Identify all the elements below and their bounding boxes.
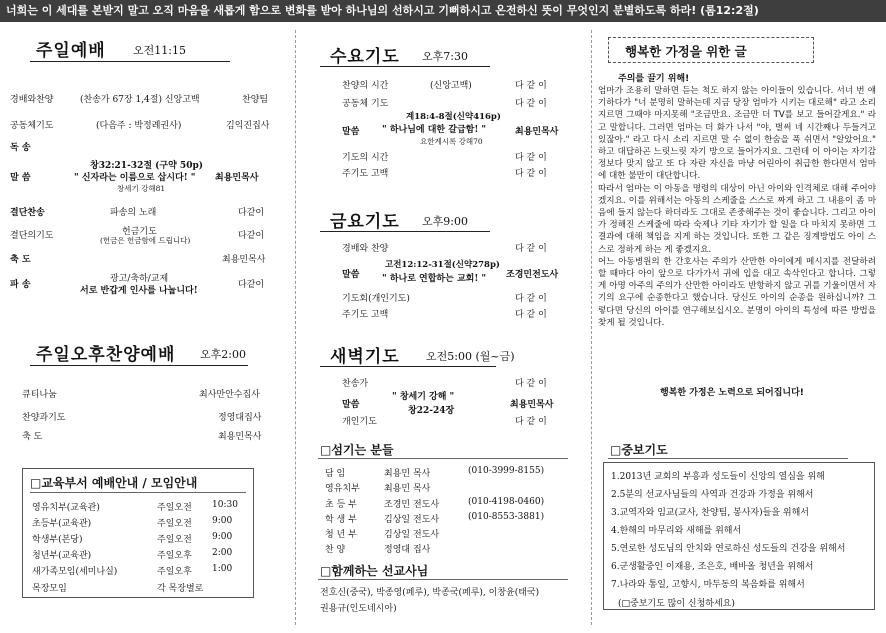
afternoon-row-label: 찬양과기도 bbox=[22, 413, 66, 423]
article-title: 행복한 가정을 위한 글 bbox=[625, 44, 747, 59]
missionaries-line: 전호신(중국), 박종영(페루), 박종국(페루), 이창윤(태국) bbox=[320, 588, 540, 598]
dawn-row-leader: 최용민목사 bbox=[510, 400, 554, 410]
sunday-row-label: 결단찬송 bbox=[10, 208, 45, 218]
education-time: 1:00 bbox=[212, 564, 233, 574]
education-day: 주일오전 bbox=[157, 503, 192, 513]
friday-title-underline bbox=[320, 231, 490, 232]
wednesday-sermon-series: 요한계시록 강해70 bbox=[420, 137, 483, 146]
sunday-time: 오전11:15 bbox=[133, 44, 186, 57]
friday-time: 오후9:00 bbox=[422, 215, 468, 228]
article-paragraph: 엄마가 조용히 말하면 듣는 척도 하지 않는 아이들이 있습니다. 서너 번 얘기하다가 "너 분명히 말하는데 지금 당장 엄마가 시키는 대로해" 라고 소리 지르면 그때야 마지못해 "조금만요. 조금만 더 TV를 보고 들어갈게요." 라고 말합니다. 그러면 엄마는 더 화가 나서 "야, 벌써 네 시간째나 두들겨고 있잖아." 라고 다시 소리 지르면 말 수 없이 한숨을 푹 쉬면서 "알았어요." 하고 대답하곤 느릿느릿 자기 방으로 들어가지요. 그런데 이 아이는 자기감정보다 맞지 않고 또 다 자란 자신을 마냥 어린아이 취급한 한다면서 엄마에 대한 불만이 대단합니다. bbox=[598, 86, 876, 182]
prayer-item: 1.2013년 교회의 부흥과 성도들이 신앙의 열심을 위해 bbox=[611, 472, 825, 482]
education-day: 주일오전 bbox=[157, 519, 192, 529]
dawn-title: 새벽기도 bbox=[330, 347, 400, 367]
wednesday-row-leader: 다 같 이 bbox=[515, 153, 547, 163]
prayer-heading-underline bbox=[608, 458, 848, 459]
afternoon-row-leader: 최사만안수집사 bbox=[199, 390, 260, 400]
article-footer: 행복한 가정은 노력으로 되어집니다! bbox=[660, 388, 804, 398]
sunday-row-label: 독 송 bbox=[10, 143, 31, 153]
missionaries-heading-underline bbox=[318, 579, 568, 580]
wednesday-row-label: 주기도 고백 bbox=[342, 169, 389, 179]
sunday-title-underline bbox=[30, 61, 230, 62]
education-group: 초등부(교육관) bbox=[32, 519, 92, 529]
sunday-offering-prayer: 헌금기도 bbox=[122, 227, 157, 237]
sunday-row-leader: 최용민목사 bbox=[222, 255, 266, 265]
prayer-item: 5.연로한 성도님의 안치와 연로하신 성도들의 건강을 위해서 bbox=[611, 544, 846, 554]
sunday-sermon-title: " 신자라는 이름으로 삽시다! " bbox=[74, 173, 196, 183]
wednesday-sermon-title: " 하나님에 대한 갈급함! " bbox=[382, 125, 487, 135]
education-time: 9:00 bbox=[212, 516, 233, 526]
sunday-row-leader: 김익진집사 bbox=[226, 121, 270, 131]
education-heading-underline bbox=[30, 492, 246, 493]
servant-role: 초 등 부 bbox=[325, 500, 357, 510]
wednesday-row-detail: (신앙고백) bbox=[430, 81, 472, 91]
friday-row-leader: 다 같 이 bbox=[515, 294, 547, 304]
friday-row-label: 경배와 찬양 bbox=[342, 244, 389, 254]
dawn-sermon-title: " 창세기 강해 " bbox=[392, 392, 455, 402]
sunday-row-label: 말 씀 bbox=[10, 173, 31, 183]
missionaries-heading: □함께하는 선교사님 bbox=[320, 564, 429, 578]
education-time: 9:00 bbox=[212, 532, 233, 542]
sunday-row-label: 경배와찬양 bbox=[10, 95, 54, 105]
education-day: 주일오후 bbox=[157, 567, 192, 577]
column-divider-right bbox=[591, 30, 592, 625]
servant-name: 김상일 전도사 bbox=[384, 515, 440, 525]
afternoon-title: 주일오후찬양예배 bbox=[36, 345, 176, 365]
wednesday-time: 오후7:30 bbox=[422, 50, 468, 63]
sunday-row-leader: 다같이 bbox=[238, 231, 265, 241]
servant-role: 영유치부 bbox=[325, 484, 360, 494]
sunday-row-detail: (다음주 : 박정례권사) bbox=[96, 121, 182, 131]
wednesday-row-leader: 최용민목사 bbox=[515, 127, 559, 137]
dawn-row-label: 찬송가 bbox=[342, 379, 369, 389]
servant-role: 찬 양 bbox=[325, 545, 346, 555]
servant-name: 최용민 목사 bbox=[384, 469, 431, 479]
servants-heading: □섬기는 분들 bbox=[320, 443, 394, 457]
afternoon-row-label: 큐티나눔 bbox=[22, 390, 57, 400]
afternoon-title-underline bbox=[30, 365, 248, 366]
education-time: 2:00 bbox=[212, 548, 233, 558]
education-heading: □교육부서 예배안내 / 모임안내 bbox=[30, 476, 198, 490]
sunday-row-detail: 파송의 노래 bbox=[110, 208, 157, 218]
wednesday-title: 수요기도 bbox=[330, 47, 400, 67]
servant-phone: (010-8553-3881) bbox=[468, 512, 545, 522]
sunday-row-label: 공동체기도 bbox=[10, 121, 54, 131]
dawn-row-leader: 다 같 이 bbox=[515, 379, 547, 389]
education-time: 10:30 bbox=[212, 500, 238, 510]
afternoon-row-leader: 최용민목사 bbox=[218, 432, 262, 442]
friday-title: 금요기도 bbox=[330, 212, 400, 232]
wednesday-row-leader: 다 같 이 bbox=[515, 99, 547, 109]
afternoon-row-label: 축 도 bbox=[22, 432, 43, 442]
prayer-note: (□중보기도 많이 신청하세요) bbox=[618, 599, 735, 609]
sunday-row-leader: 다같이 bbox=[238, 280, 265, 290]
servant-role: 담 임 bbox=[325, 469, 346, 479]
prayer-item: 6.군생활중인 이재용, 조은호, 배바올 청년을 위해서 bbox=[611, 562, 814, 572]
sunday-row-leader: 다같이 bbox=[238, 208, 265, 218]
servants-heading-underline bbox=[318, 458, 568, 459]
friday-row-label: 말씀 bbox=[342, 270, 360, 280]
education-group: 학생부(본당) bbox=[32, 535, 83, 545]
sunday-row-label: 결단의기도 bbox=[10, 231, 54, 241]
servant-name: 정영대 집사 bbox=[384, 545, 431, 555]
sunday-title: 주일예배 bbox=[36, 41, 106, 61]
scripture-banner: 너희는 이 세대를 본받지 말고 오직 마음을 새롭게 함으로 변화를 받아 하나님의 선하시고 기뻐하시고 온전하신 뜻이 무엇인지 분별하도록 하라! (롬12:2절) bbox=[0, 0, 886, 22]
prayer-item: 4.한해의 마무리와 새해를 위해서 bbox=[611, 526, 742, 536]
article-paragraph: 어느 아동병원의 한 간호사는 주의가 산만한 아이에게 메시지를 전달하려 할 때마다 아이 앞으로 다가가서 귀에 입을 대고 속삭인다고 합니다. 그렇게 아명 아주의 주의가 산만한 아이라도 반항하지 않고 귀를 기울이면서 자기의 요구에 순종한다고 했습니다. 당신도 아이의 순종을 원하십니까? 그렇다면 당신의 아이를 연구해보십시오. 분명이 아이의 특성에 따른 방법을 찾게 될 것입니다. bbox=[598, 256, 876, 328]
wednesday-row-leader: 다 같 이 bbox=[515, 169, 547, 179]
sunday-greeting: 서로 반갑게 인사를 나눕니다! bbox=[80, 286, 198, 296]
education-group: 목장모임 bbox=[32, 584, 67, 594]
wednesday-row-label: 말씀 bbox=[342, 127, 360, 137]
education-day: 각 목장별로 bbox=[157, 584, 204, 594]
servant-role: 청 년 부 bbox=[325, 530, 357, 540]
education-day: 주일오후 bbox=[157, 551, 192, 561]
sunday-sermon-passage: 창32:21-32절 (구약 50p) bbox=[90, 161, 204, 171]
sunday-announcements: 광고/축하/교제 bbox=[110, 274, 169, 284]
afternoon-time: 오후2:00 bbox=[200, 348, 246, 361]
servant-name: 김상일 전도사 bbox=[384, 530, 440, 540]
sunday-row-label: 축 도 bbox=[10, 255, 31, 265]
sunday-row-label: 파 송 bbox=[10, 280, 31, 290]
article-paragraph: 따라서 엄마는 이 아동을 명령의 대상이 아닌 아이와 인격체로 대해 주어야겠지요. 이를 위해서는 아동의 스케줄을 스스로 짜게 하고 그 내용이 좀 마음에 들지 않는다 하더라도 그대로 존중해주는 것이 좋습니다. 그리고 아이가 정해진 스케줄에 따라 숙제나 기타 자기가 할 일을 다 마치지 못하면 그 결과에 대해 책임을 지게 하는 것입니다. 또한 그 같은 징계방법도 아이 스스로 정하게 하는 게 좋겠지요. bbox=[598, 183, 876, 255]
friday-row-leader: 조경민전도사 bbox=[506, 270, 559, 280]
article-subtitle: 주의를 끌기 위해! bbox=[618, 74, 690, 84]
prayer-item: 7.나라와 통일, 고향시, 마두동의 복음화를 위해서 bbox=[611, 580, 805, 590]
dawn-title-underline bbox=[320, 366, 496, 367]
servant-role: 학 생 부 bbox=[325, 515, 357, 525]
friday-row-leader: 다 같 이 bbox=[515, 310, 547, 320]
servant-name: 최용민 목사 bbox=[384, 484, 431, 494]
missionaries-line: 권용규(인도네시아) bbox=[320, 604, 397, 614]
education-group: 새가족모임(세미나실) bbox=[32, 567, 118, 577]
wednesday-title-underline bbox=[320, 66, 490, 67]
sunday-sermon-series: 창세기 강해81 bbox=[117, 184, 166, 193]
wednesday-row-leader: 다 같 이 bbox=[515, 81, 547, 91]
prayer-item: 3.교역자와 임교(교사, 찬양팀, 봉사자)들을 위해서 bbox=[611, 508, 809, 518]
sunday-row-leader: 최용민목사 bbox=[215, 173, 259, 183]
article-body bbox=[598, 85, 876, 329]
afternoon-row-leader: 정영대집사 bbox=[218, 413, 262, 423]
wednesday-row-label: 공동체 기도 bbox=[342, 99, 389, 109]
friday-row-label: 주기도 고백 bbox=[342, 310, 389, 320]
wednesday-row-label: 기도의 시간 bbox=[342, 153, 389, 163]
sunday-row-leader: 찬양팀 bbox=[242, 95, 269, 105]
education-group: 영유치부(교육관) bbox=[32, 503, 100, 513]
friday-row-label: 기도회(개인기도) bbox=[342, 294, 410, 304]
friday-sermon-title: " 하나로 연합하는 교회! " bbox=[382, 274, 487, 284]
wednesday-row-label: 찬양의 시간 bbox=[342, 81, 389, 91]
friday-sermon-passage: 고전12:12-31절(신약278p) bbox=[385, 260, 500, 270]
dawn-sermon-passage: 창22-24장 bbox=[408, 406, 455, 416]
wednesday-sermon-passage: 계18:4-8절(신약416p) bbox=[406, 112, 501, 122]
dawn-row-label: 개인기도 bbox=[342, 417, 377, 427]
dawn-row-label: 말씀 bbox=[342, 400, 360, 410]
prayer-item: 2.5분의 선교사님들의 사역과 건강과 가정을 위해서 bbox=[611, 490, 814, 500]
education-day: 주일오전 bbox=[157, 535, 192, 545]
sunday-row-detail: (찬송가 67장 1,4절) 신앙고백 bbox=[80, 95, 200, 105]
sunday-offering-note: (헌금은 헌금함에 드립니다) bbox=[100, 236, 191, 245]
prayer-heading: □중보기도 bbox=[610, 443, 668, 457]
friday-row-leader: 다 같 이 bbox=[515, 244, 547, 254]
dawn-row-leader: 다 같 이 bbox=[515, 417, 547, 427]
dawn-time: 오전5:00 (월~금) bbox=[426, 350, 515, 363]
column-divider-left bbox=[295, 30, 296, 625]
education-group: 청년부(교육관) bbox=[32, 551, 92, 561]
servant-phone: (010-3999-8155) bbox=[468, 466, 545, 476]
servant-name: 조경민 전도사 bbox=[384, 500, 440, 510]
servant-phone: (010-4198-0460) bbox=[468, 497, 545, 507]
